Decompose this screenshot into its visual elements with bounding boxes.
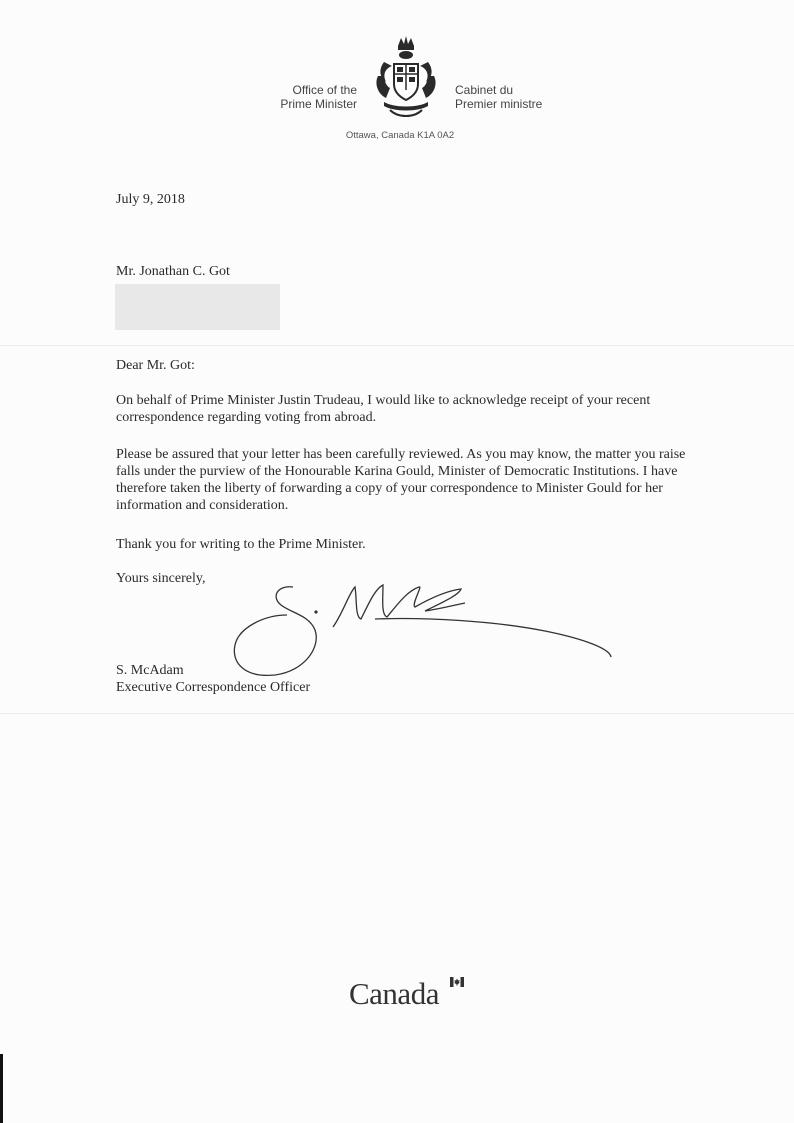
- office-english: [240, 83, 357, 111]
- office-english-line1: Office of the: [292, 83, 357, 97]
- closing: Yours sincerely,: [116, 571, 206, 586]
- office-french-line1: Cabinet du: [455, 83, 514, 97]
- salutation: Dear Mr. Got:: [116, 358, 195, 373]
- signer-title: Executive Correspondence Officer: [116, 680, 311, 695]
- fold-line: [0, 713, 794, 714]
- office-address: Ottawa, Canada K1A 0A2: [345, 130, 455, 141]
- paragraph-acknowledgement: On behalf of Prime Minister Justin Trudeau, I would like to acknowledge receipt of your recent correspondence regarding voting from abroad.: [116, 393, 651, 425]
- office-french-line2: Premier ministre: [455, 97, 543, 111]
- office-french: [455, 83, 595, 111]
- signer-name: S. McAdam: [116, 663, 184, 678]
- paragraph-thanks: Thank you for writing to the Prime Minister.: [116, 537, 366, 552]
- canada-wordmark: Canada: [349, 976, 439, 1011]
- paragraph-forwarding: Please be assured that your letter has been carefully reviewed. As you may know, the matter you raise falls under the purview of the Honourable Karina Gould, Minister of Democratic Institutions. I have therefore taken the liberty of forwarding a copy of your correspondence to Minister Gould for her information and consideration.: [116, 447, 686, 513]
- scan-edge-mark: [0, 1054, 3, 1123]
- recipient-name: Mr. Jonathan C. Got: [116, 264, 230, 279]
- coat-of-arms-icon: [370, 32, 442, 120]
- handwritten-signature: [225, 575, 620, 685]
- redacted-address: [115, 284, 280, 330]
- canada-flag-icon: [450, 977, 464, 987]
- office-english-line2: Prime Minister: [280, 97, 357, 111]
- letter-date: July 9, 2018: [116, 192, 185, 207]
- fold-line: [0, 345, 794, 346]
